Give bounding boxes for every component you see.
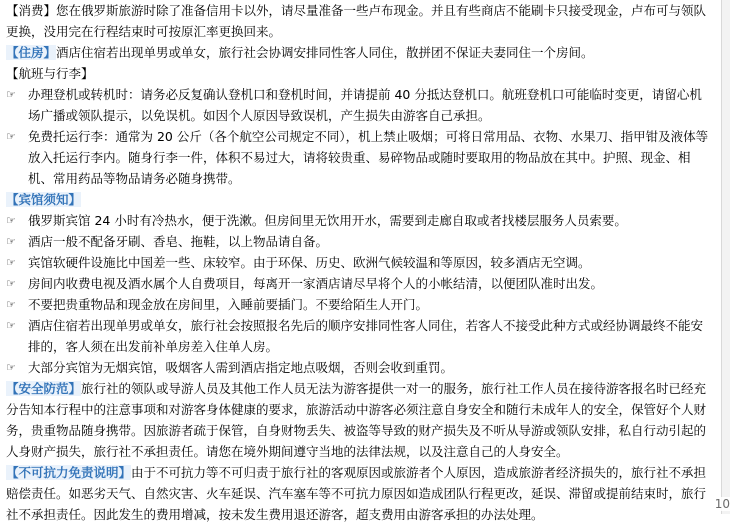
pointing-hand-icon: ☞	[6, 298, 16, 311]
hotel-section-title-line	[6, 189, 713, 210]
pointing-hand-icon: ☞	[6, 88, 16, 101]
hotel-section-title: 【宾馆须知】	[6, 192, 82, 207]
force-majeure-text: 由于不可抗力等不可归责于旅行社的客观原因或旅游者个人原因，造成旅游者经济损失的，旅行社不承担赔偿责任。如恶劣天气、自然灾害、火车延误、汽车塞车等不可抗力原因如造成团队行程更改，延误、滞留或提前结束时，旅行社不承担责任。因此发生的费用增减，按未发生费用退还游客，超支费用由游客承担的办法处理。	[6, 465, 707, 522]
consumption-text: 您在俄罗斯旅游时除了准备信用卡以外，请尽量准备一些卢布现金。并且有些商店不能刷卡只接受现金，卢布可与领队更换，没用完在行程结束时可按原汇率更换回来。	[6, 3, 707, 39]
page-edge	[722, 0, 730, 514]
flight-item-text: 办理登机或转机时：请务必反复确认登机口和登机时间，并请提前 40 分抵达登机口。航班登机口可能临时变更，请留心机场广播或领队提示，以免误机。如因个人原因导致误机，产生损失由游客自己承担。	[28, 87, 702, 123]
lodging-paragraph	[6, 42, 713, 63]
page-number: 10	[714, 497, 730, 511]
pointing-hand-icon: ☞	[6, 130, 16, 143]
hotel-item	[6, 231, 713, 252]
hotel-item	[6, 252, 713, 273]
consumption-label: 【消费】	[6, 3, 57, 18]
pointing-hand-icon: ☞	[6, 361, 16, 374]
safety-label: 【安全防范】	[6, 381, 82, 396]
hotel-item-text: 酒店一般不配备牙刷、香皂、拖鞋，以上物品请自备。	[28, 234, 329, 249]
force-majeure-paragraph	[6, 462, 713, 525]
flight-item	[6, 126, 713, 189]
flight-item	[6, 84, 713, 126]
hotel-item	[6, 315, 713, 357]
flight-section-title: 【航班与行李】	[6, 66, 94, 81]
hotel-item-text: 大部分宾馆为无烟宾馆，吸烟客人需到酒店指定地点吸烟，否则会收到重罚。	[28, 360, 454, 375]
lodging-label: 【住房】	[6, 45, 57, 60]
pointing-hand-icon: ☞	[6, 214, 16, 227]
hotel-item-text: 房间内收费电视及酒水属个人自费项目，每离开一家酒店请尽早将个人的小帐结清，以便团队准时出发。	[28, 276, 604, 291]
hotel-item-text: 宾馆软硬件设施比中国差一些、床较窄。由于环保、历史、欧洲气候较温和等原因，较多酒店无空调。	[28, 255, 591, 270]
safety-paragraph	[6, 378, 713, 462]
pointing-hand-icon: ☞	[6, 256, 16, 269]
lodging-text: 酒店住宿若出现单男或单女，旅行社会协调安排同性客人同住，散拼团不保证夫妻同住一个房间。	[56, 45, 594, 60]
hotel-item-text: 不要把贵重物品和现金放在房间里，入睡前要插门。不要给陌生人开门。	[28, 297, 429, 312]
flight-item-text: 免费托运行李：通常为 20 公斤（各个航空公司规定不同），机上禁止吸烟；可将日常用品、衣物、水果刀、指甲钳及液体等放入托运行李内。随身行李一件，体积不易过大，请将较贵重、易碎物品或随时要取用的物品放在其中。护照、现金、相机、常用药品等物品请务必随身携带。	[28, 129, 709, 186]
pointing-hand-icon: ☞	[6, 235, 16, 248]
force-majeure-label: 【不可抗力免责说明】	[6, 465, 132, 480]
hotel-item	[6, 357, 713, 378]
pointing-hand-icon: ☞	[6, 319, 16, 332]
pointing-hand-icon: ☞	[6, 277, 16, 290]
hotel-item	[6, 294, 713, 315]
consumption-paragraph	[6, 0, 713, 42]
hotel-item	[6, 210, 713, 231]
hotel-item	[6, 273, 713, 294]
safety-text: 旅行社的领队或导游人员及其他工作人员无法为游客提供一对一的服务，旅行社工作人员在接待游客报名时已经充分告知本行程中的注意事项和对游客身体健康的要求，旅游活动中游客必须注意自身安全和随行未成年人的安全，保管好个人财务，贵重物品随身携带。因旅游者疏于保管，自身财物丢失、被盗等导致的财产损失及不听从导游或领队安排，私自行动引起的人身财产损失，旅行社不承担责任。请您在境外期间遵守当地的法律法规，以及注意自己的人身安全。	[6, 381, 707, 459]
hotel-item-text: 酒店住宿若出现单男或单女，旅行社会按照报名先后的顺序安排同性客人同住，若客人不接受此种方式或经协调最终不能安排的，客人须在出发前补单房差入住单人房。	[28, 318, 704, 354]
hotel-item-text: 俄罗斯宾馆 24 小时有冷热水，便于洗漱。但房间里无饮用开水，需要到走廊自取或者找楼层服务人员索要。	[28, 213, 627, 228]
